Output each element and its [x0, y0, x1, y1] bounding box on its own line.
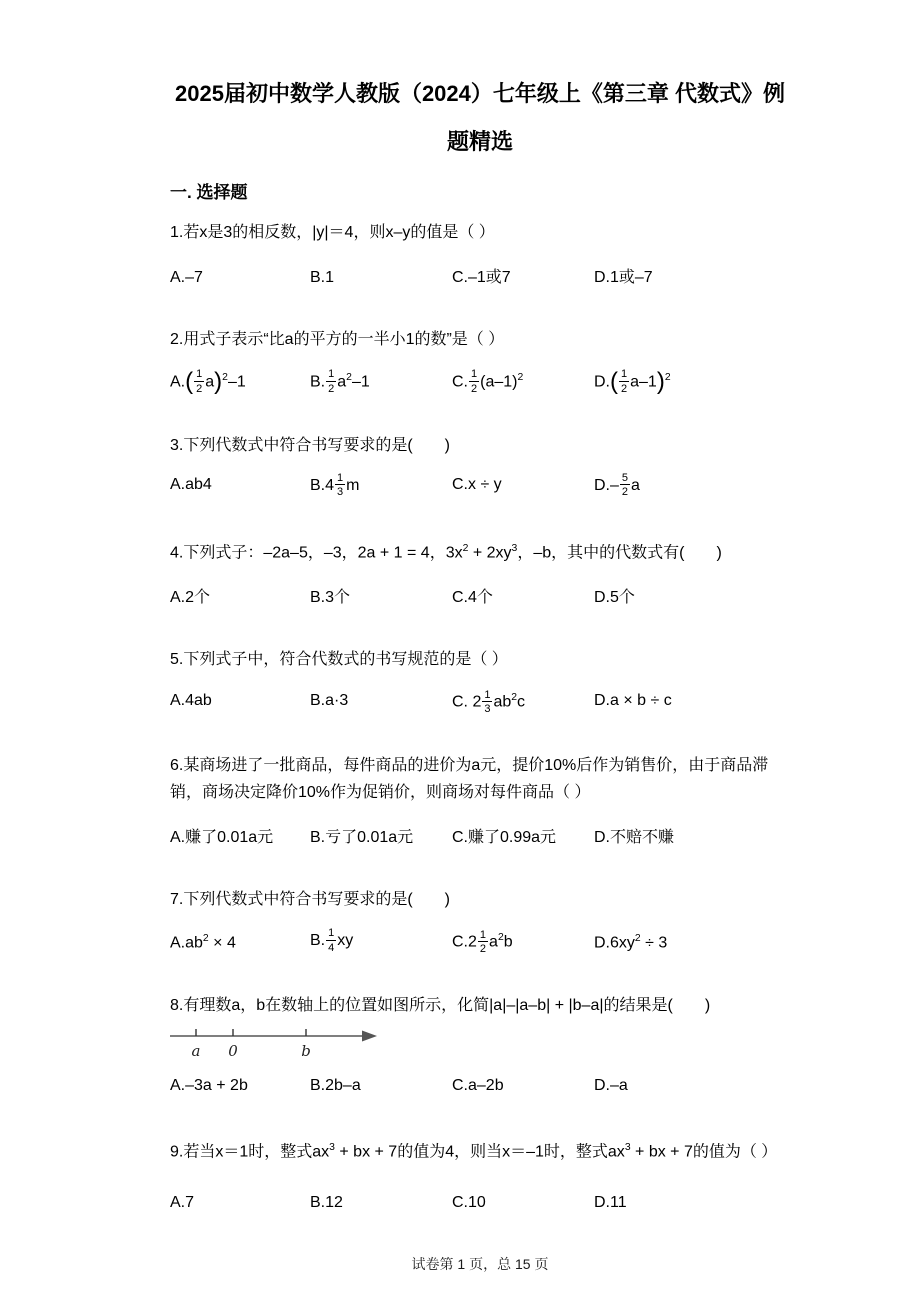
question-8-option-c: C.a–2b — [452, 1076, 504, 1094]
question-8-option-a: A.–3a + 2b — [170, 1076, 248, 1094]
question-4-option-b: B.3个 — [310, 589, 351, 607]
page-footer: 试卷第 1 页，总 15 页 — [411, 1256, 549, 1272]
question-6-option-b: B.亏了0.01a元 — [310, 829, 414, 847]
question-5-stem: 5.下列式子中，符合代数式的书写规范的是（ ） — [170, 651, 508, 669]
question-4-option-a: A.2个 — [170, 589, 211, 607]
question-7-option-d: $D.6xy^2 \div 3$ — [594, 932, 668, 952]
question-1-stem: 1.若x是3的相反数，|y|＝4，则x–y的值是（ ） — [170, 224, 495, 241]
question-4-options — [170, 586, 790, 610]
question-6-stem: 6.某商场进了一批商品，每件商品的进价为a元，提价10%后作为销售价，由于商品滞销，商场决定降价10%作为促销价，则商场对每件商品（ ） — [170, 757, 769, 802]
tick-label-0: 0 — [228, 1041, 238, 1060]
question-5 — [170, 646, 790, 716]
question-9-stem: 9.若当x＝1时，整式$ax^3$ + bx + 7的值为4，则当x＝–1时，整式$ax^3$ + bx + 7的值为（ ） — [170, 1141, 778, 1161]
question-9 — [170, 1134, 790, 1215]
question-6-option-c: C.赚了0.99a元 — [452, 829, 557, 847]
question-8-options — [170, 1074, 790, 1098]
question-7-option-b: B. $\frac{1}{4}$ xy — [310, 927, 354, 954]
question-8-stem: 8.有理数a，b在数轴上的位置如图所示，化简|a|–|a–b| + |b–a|的结果是( ) — [170, 996, 711, 1014]
question-2-option-d: D.( $\frac{1}{2}$ a–1)$^2$ — [594, 368, 671, 396]
question-8 — [170, 992, 790, 1098]
question-8-option-d: D.–a — [594, 1076, 628, 1094]
question-1 — [170, 219, 790, 290]
question-9-option-d: D.11 — [594, 1194, 627, 1212]
question-6-option-a: A.赚了0.01a元 — [170, 829, 274, 847]
question-9-option-a: A.7 — [170, 1194, 195, 1212]
question-7-options — [170, 926, 790, 956]
question-8-option-b: B.2b–a — [310, 1076, 361, 1094]
question-2-options — [170, 366, 790, 396]
question-6-options — [170, 826, 790, 850]
question-6 — [170, 752, 790, 850]
number-line-axis — [170, 1026, 380, 1064]
question-4-option-d: D.5个 — [594, 589, 635, 607]
question-3 — [170, 432, 790, 499]
question-4 — [170, 535, 790, 610]
tick-label-b: b — [301, 1041, 311, 1060]
question-1-options — [170, 266, 790, 290]
question-3-options — [170, 472, 790, 499]
number-line-figure — [170, 1026, 790, 1064]
question-6-option-d: D.不赔不赚 — [594, 829, 675, 847]
question-2-option-b: B. $\frac{1}{2}$ $a^2-1$ — [310, 368, 370, 396]
question-2-stem: 2.用式子表示“比a的平方的一半小1的数”是（ ） — [170, 331, 505, 348]
question-4-option-c: C.4个 — [452, 589, 493, 607]
question-2-option-a: A.( $\frac{1}{2}$ a)$^2$–1 — [170, 368, 246, 396]
question-3-option-d: D.– $\frac{5}{2}$ a — [594, 471, 640, 499]
question-9-options — [170, 1191, 790, 1215]
question-5-options — [170, 686, 790, 716]
section-heading: 一. 选择题 — [170, 183, 248, 202]
question-1-option-b: B.1 — [310, 269, 335, 286]
question-5-option-a: A.4ab — [170, 692, 212, 710]
question-2-option-c: C. $\frac{1}{2}$ $(a-1)^2$ — [452, 368, 524, 396]
question-1-option-a: A.–7 — [170, 269, 203, 286]
question-3-stem: 3.下列代数式中符合书写要求的是( ) — [170, 436, 451, 454]
question-1-option-d: D.1或–7 — [594, 269, 653, 286]
question-3-option-b: B.4 $\frac{1}{3}$ m — [310, 471, 360, 499]
question-2 — [170, 326, 790, 396]
question-7-stem: 7.下列代数式中符合书写要求的是( ) — [170, 891, 451, 909]
tick-label-a: a — [191, 1041, 201, 1060]
question-1-option-c: C.–1或7 — [452, 269, 511, 286]
question-3-option-c: C.x ÷ y — [452, 476, 502, 494]
question-3-option-a: A.ab4 — [170, 476, 212, 494]
question-9-option-b: B.12 — [310, 1194, 343, 1212]
page-title: 2025届初中数学人教版（2024）七年级上《第三章 代数式》例题精选 — [175, 81, 785, 154]
question-7 — [170, 886, 790, 956]
axis-arrowhead — [362, 1030, 377, 1041]
question-7-option-a: $A.ab^2 \times 4$ — [170, 932, 236, 952]
question-5-option-b: B.a·3 — [310, 692, 349, 710]
question-5-option-d: D.a × b ÷ c — [594, 692, 672, 710]
question-4-stem: 4.下列式子：–2a–5，–3，2a + 1 = 4，$3x^2 + 2xy^3$，–b，其中的代数式有( ) — [170, 543, 722, 562]
question-7-option-c: C.2 $\frac{1}{2}$ $a^2b$ — [452, 928, 513, 956]
question-5-option-c: C. 2 $\frac{1}{3}$ $ab^2c$ — [452, 688, 526, 716]
question-9-option-c: C.10 — [452, 1194, 486, 1212]
